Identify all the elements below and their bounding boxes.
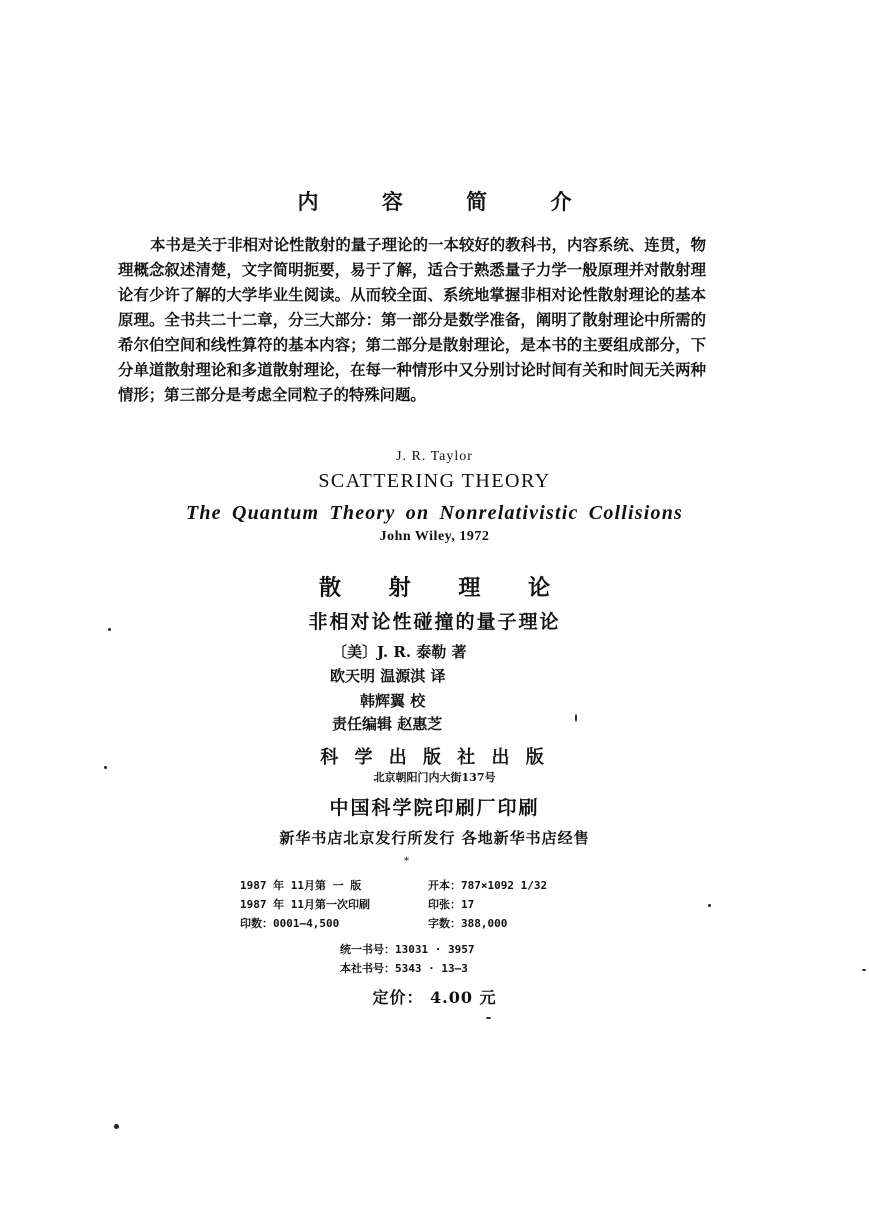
- scan-speck: [114, 1124, 119, 1129]
- chinese-subtitle: 非相对论性碰撞的量子理论: [308, 611, 561, 633]
- star-separator: *: [404, 856, 409, 867]
- original-title: SCATTERING THEORY: [318, 470, 551, 492]
- sheets-line: 印张：17: [428, 898, 475, 911]
- scan-speck: [708, 904, 711, 907]
- publisher-address: 北京朝阳门内大街137号: [373, 771, 496, 784]
- price: 定价： 4.00 元: [372, 988, 497, 1007]
- scan-speck: [486, 1017, 491, 1019]
- word-count-line: 字数：388,000: [428, 917, 508, 930]
- synopsis-paragraph: 本书是关于非相对论性散射的量子理论的一本较好的教科书，内容系统、连贯，物理概念叙述清楚，文字简明扼要，易于了解，适合于熟悉量子力学一般原理并对散射理论有少许了解的大学毕业生阅读。从而较全面、系统地掌握非相对论性散射理论的基本原理。全书共二十二章，分三大部分：第一部分是数学准备，阐明了散射理论中所需的希尔伯空间和线性算符的基本内容；第二部分是散射理论，是本书的主要组成部分，下分单道散射理论和多道散射理论，在每一种情形中又分别讨论时间有关和时间无关两种情形；第三部分是考虑全同粒子的特殊问题。: [118, 236, 706, 404]
- unified-book-number: 统一书号：13031 · 3957: [340, 943, 475, 956]
- original-publisher: John Wiley, 1972: [379, 529, 490, 544]
- scan-speck: [108, 628, 111, 631]
- credit-proofreader: 韩辉翼 校: [360, 692, 426, 710]
- book-codes: [340, 940, 560, 978]
- credit-translators: 欧天明 温源淇 译: [330, 667, 446, 685]
- original-author: J. R. Taylor: [396, 449, 473, 464]
- chinese-title: 散 射 理 论: [319, 575, 570, 601]
- house-book-number: 本社书号：5343 · 13—3: [340, 962, 468, 975]
- pub-info-left: [240, 876, 420, 933]
- scan-speck: [862, 969, 866, 971]
- printer: 中国科学院印刷厂印刷: [329, 797, 540, 819]
- pub-info-right: [428, 876, 608, 933]
- format-line: 开本：787×1092 1/32: [428, 879, 548, 892]
- credit-author: 〔美〕J. R. 泰勒 著: [332, 643, 467, 661]
- page-heading: 内 容 简 介: [297, 189, 600, 214]
- chinese-publisher: 科 学 出 版 社 出 版: [320, 747, 549, 768]
- printing-line: 1987 年 11月第一次印刷: [240, 898, 370, 911]
- scan-speck: [104, 766, 107, 769]
- scan-speck: [575, 714, 577, 722]
- distribution: 新华书店北京发行所发行 各地新华书店经售: [279, 829, 590, 847]
- original-subtitle: The Quantum Theory on Nonrelativistic Collisions: [185, 502, 684, 524]
- credit-editor: 责任编辑 赵惠芝: [332, 715, 443, 733]
- edition-line: 1987 年 11月第 一 版: [240, 879, 362, 892]
- print-run-line: 印数：0001—4,500: [240, 917, 340, 930]
